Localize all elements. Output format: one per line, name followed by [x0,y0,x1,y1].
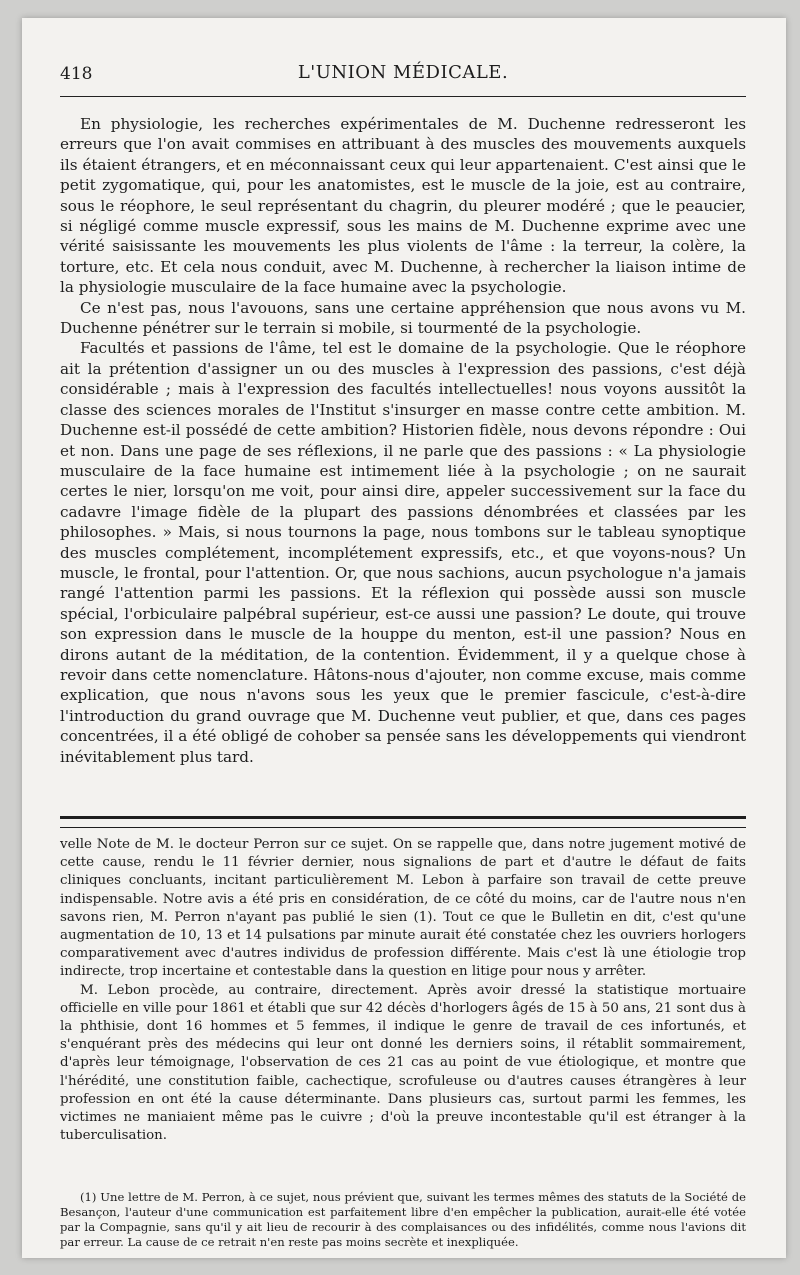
article-paragraph: Facultés et passions de l'âme, tel est le domaine de la psychologie. Que le réophore ait la prétention d'assigner un ou des muscles à l'expression des passions, c'est déjà considérable ; mais à l'expression des facultés intellectuelles! nous voyons aussitôt la classe des sciences morales de l'Institut s'insurger en masse contre cette ambition. M. Duchenne est-il possédé de cette ambition? Historien fidèle, nous devons répondre : Oui et non. Dans une page de ses réflexions, il ne parle que des passions : « La physiologie musculaire de la face humaine est intimement liée à la psychologie ; on ne saurait certes le nier, lorsqu'on me voit, pour ainsi dire, appeler successivement sur la face du cadavre l'image fidèle de la plupart des passions dénombrées et classées par les philosophes. » Mais, si nous tournons la page, nous tombons sur le tableau synoptique des muscles complétement, incomplétement expressifs, etc., et que voyons-nous? Un muscle, le frontal, pour l'attention. Or, que nous sachions, aucun psychologue n'a jamais rangé l'attention parmi les passions. Et la réflexion qui possède aussi son muscle spécial, l'orbiculaire palpébral supérieur, est-ce aussi une passion? Le doute, qui trouve son expression dans le muscle de la houppe du menton, est-il une passion? Nous en dirons autant de la méditation, de la contention. Évidemment, il y a quelque chose à revoir dans cette nomenclature. Hâtons-nous d'ajouter, non comme excuse, mais comme explication, que nous n'avons sous les yeux que le premier fascicule, c'est-à-dire l'introduction du grand ouvrage que M. Duchenne veut publier, et que, dans ces pages concentrées, il a été obligé de cohober sa pensée sans les développements qui viendront inévitablement plus tard. [60,339,746,766]
section-separator [60,816,746,828]
article-paragraph: Ce n'est pas, nous l'avouons, sans une certaine appréhension que nous avons vu M. Duchenne pénétrer sur le terrain si mobile, si tourmenté de la psychologie. [60,298,746,338]
footnote-text: (1) Une lettre de M. Perron, à ce sujet, nous prévient que, suivant les termes mêmes des statuts de la Société de Besançon, l'auteur d'une communication est parfaitement libre d'en empêcher la publication, aurait-elle été votée par la Compagnie, sans qu'il y ait lieu de recourir à des complaisances ou des infidélités, comme nous l'avions dit par erreur. La cause de ce retrait n'en reste pas moins secrète et inexpliquée. [60,1190,746,1249]
scanned-page [22,18,786,1258]
continuation-column [60,836,746,1145]
article-paragraph: En physiologie, les recherches expérimentales de M. Duchenne redresseront les erreurs que l'on avait commises en attribuant à des muscles des mouvements auxquels ils étaient étrangers, et en méconnaissant ceux qui leur appartenaient. C'est ainsi que le petit zygomatique, qui, pour les anatomistes, est le muscle de la joie, est au contraire, sous le réophore, le seul représentant du chagrin, du pleurer modéré ; que le peaucier, si négligé comme muscle expressif, sous les mains de M. Duchenne exprime avec une vérité saisissante les mouvements les plus violents de l'âme : la terreur, la colère, la torture, etc. Et cela nous conduit, avec M. Duchenne, à rechercher la liaison intime de la physiologie musculaire de la face humaine avec la psychologie. [60,115,746,297]
continuation-paragraph: M. Lebon procède, au contraire, directement. Après avoir dressé la statistique mortuaire officielle en ville pour 1861 et établi que sur 42 décès d'horlogers âgés de 15 à 50 ans, 21 sont dus à la phthisie, dont 16 hommes et 5 femmes, il indique le genre de travail de ces infortunés, et s'enquérant près des médecins qui leur ont donné les derniers soins, il rétablit sommairement, d'après leur témoignage, l'observation de ces 21 cas au point de vue étiologique, et montre que l'hérédité, une constitution faible, cachectique, scrofuleuse ou d'autres causes étrangères à leur profession en ont été la cause déterminante. Dans plusieurs cas, surtout parmi les femmes, les victimes ne maniaient même pas le cuivre ; d'où la preuve incontestable qu'il est étranger à la tuberculisation. [60,982,746,1144]
continuation-paragraph: velle Note de M. le docteur Perron sur ce sujet. On se rappelle que, dans notre jugement motivé de cette cause, rendu le 11 février dernier, nous signalions de part et d'autre le défaut de faits cliniques concluants, incitant particulièrement M. Lebon à parfaire son travail de cette preuve indispensable. Notre avis a été pris en considération, de ce côté du moins, car de l'autre nous n'en savons rien, M. Perron n'ayant pas publié le sien (1). Tout ce que le Bulletin en dit, c'est qu'une augmentation de 10, 13 et 14 pulsations par minute aurait été constatée chez les ouvriers horlogers comparativement avec d'autres individus de profession différente. Mais c'est là une étiologie trop indirecte, trop incertaine et contestable dans la question en litige pour nous y arrêter. [60,837,746,980]
page-header [60,56,746,100]
header-rule [60,96,746,97]
article-body [60,114,746,767]
page-number: 418 [60,64,93,84]
journal-title: L'UNION MÉDICALE. [297,62,509,83]
footnote [60,1190,746,1250]
